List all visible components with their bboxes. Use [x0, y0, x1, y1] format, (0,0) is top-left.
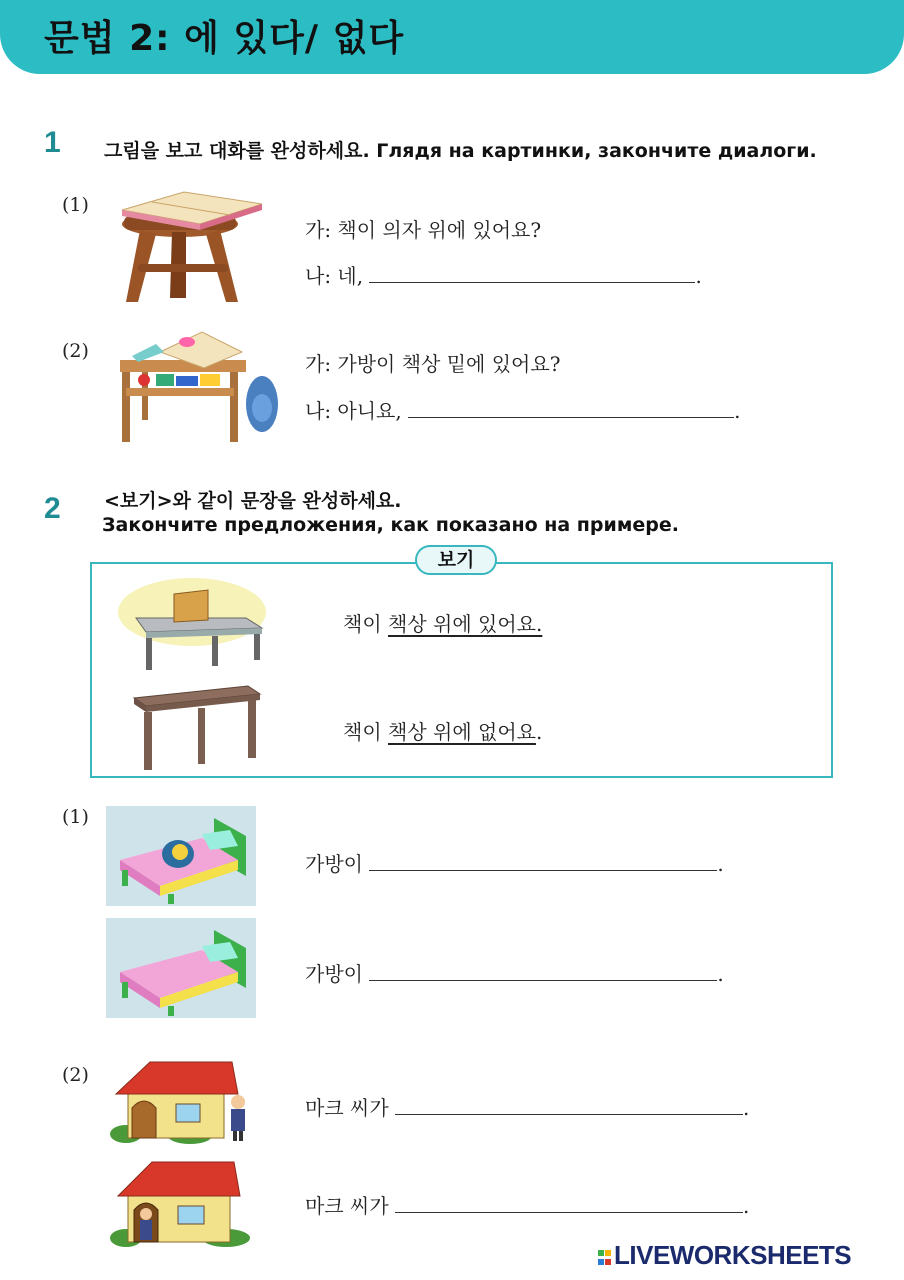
answer-blank[interactable] [408, 401, 734, 418]
answer-blank[interactable] [369, 854, 717, 871]
item-label: (1) [62, 806, 89, 828]
empty-bed-image [106, 918, 256, 1018]
liveworksheets-logo: LIVEWORKSHEETS [598, 1240, 851, 1271]
example-sentence: 책이 책상 위에 있어요. [343, 612, 543, 636]
answer-blank[interactable] [369, 266, 695, 283]
section-1-instruction: 그림을 보고 대화를 완성하세요. Глядя на картинки, закончите диалоги. [104, 140, 817, 162]
bed-with-bag-image [106, 806, 256, 906]
example-tag: 보기 [415, 545, 497, 575]
sentence-line: 가방이 . [305, 962, 724, 986]
stool-with-book-image [112, 186, 272, 308]
section-2-instruction-ru: Закончите предложения, как показано на примере. [102, 514, 679, 536]
item-label: (2) [62, 1064, 89, 1086]
page-title: 문법 2: 에 있다/ 없다 [44, 18, 405, 59]
answer-line: 나: 네, . [305, 264, 702, 288]
sentence-line: 마크 씨가 . [305, 1194, 750, 1218]
section-1-number: 1 [44, 126, 61, 159]
logo-squares-icon [598, 1248, 614, 1266]
example-sentence: 책이 책상 위에 없어요. [343, 720, 543, 744]
house-with-person-inside-image [106, 1156, 256, 1248]
item-label: (1) [62, 194, 89, 216]
answer-line: 나: 아니요, . [305, 399, 741, 423]
section-2-instruction-ko: <보기>와 같이 문장을 완성하세요. [104, 490, 402, 512]
sentence-line: 가방이 . [305, 852, 724, 876]
answer-blank[interactable] [395, 1196, 743, 1213]
answer-blank[interactable] [369, 964, 717, 981]
item-label: (2) [62, 340, 89, 362]
empty-table-image [130, 682, 262, 772]
table-with-book-image [116, 576, 270, 672]
section-2-number: 2 [44, 492, 61, 525]
question-line: 가: 가방이 책상 밑에 있어요? [305, 352, 561, 376]
answer-blank[interactable] [395, 1098, 743, 1115]
house-with-person-outside-image [106, 1054, 256, 1144]
question-line: 가: 책이 의자 위에 있어요? [305, 218, 542, 242]
desk-with-bag-image [112, 322, 278, 446]
sentence-line: 마크 씨가 . [305, 1096, 750, 1120]
